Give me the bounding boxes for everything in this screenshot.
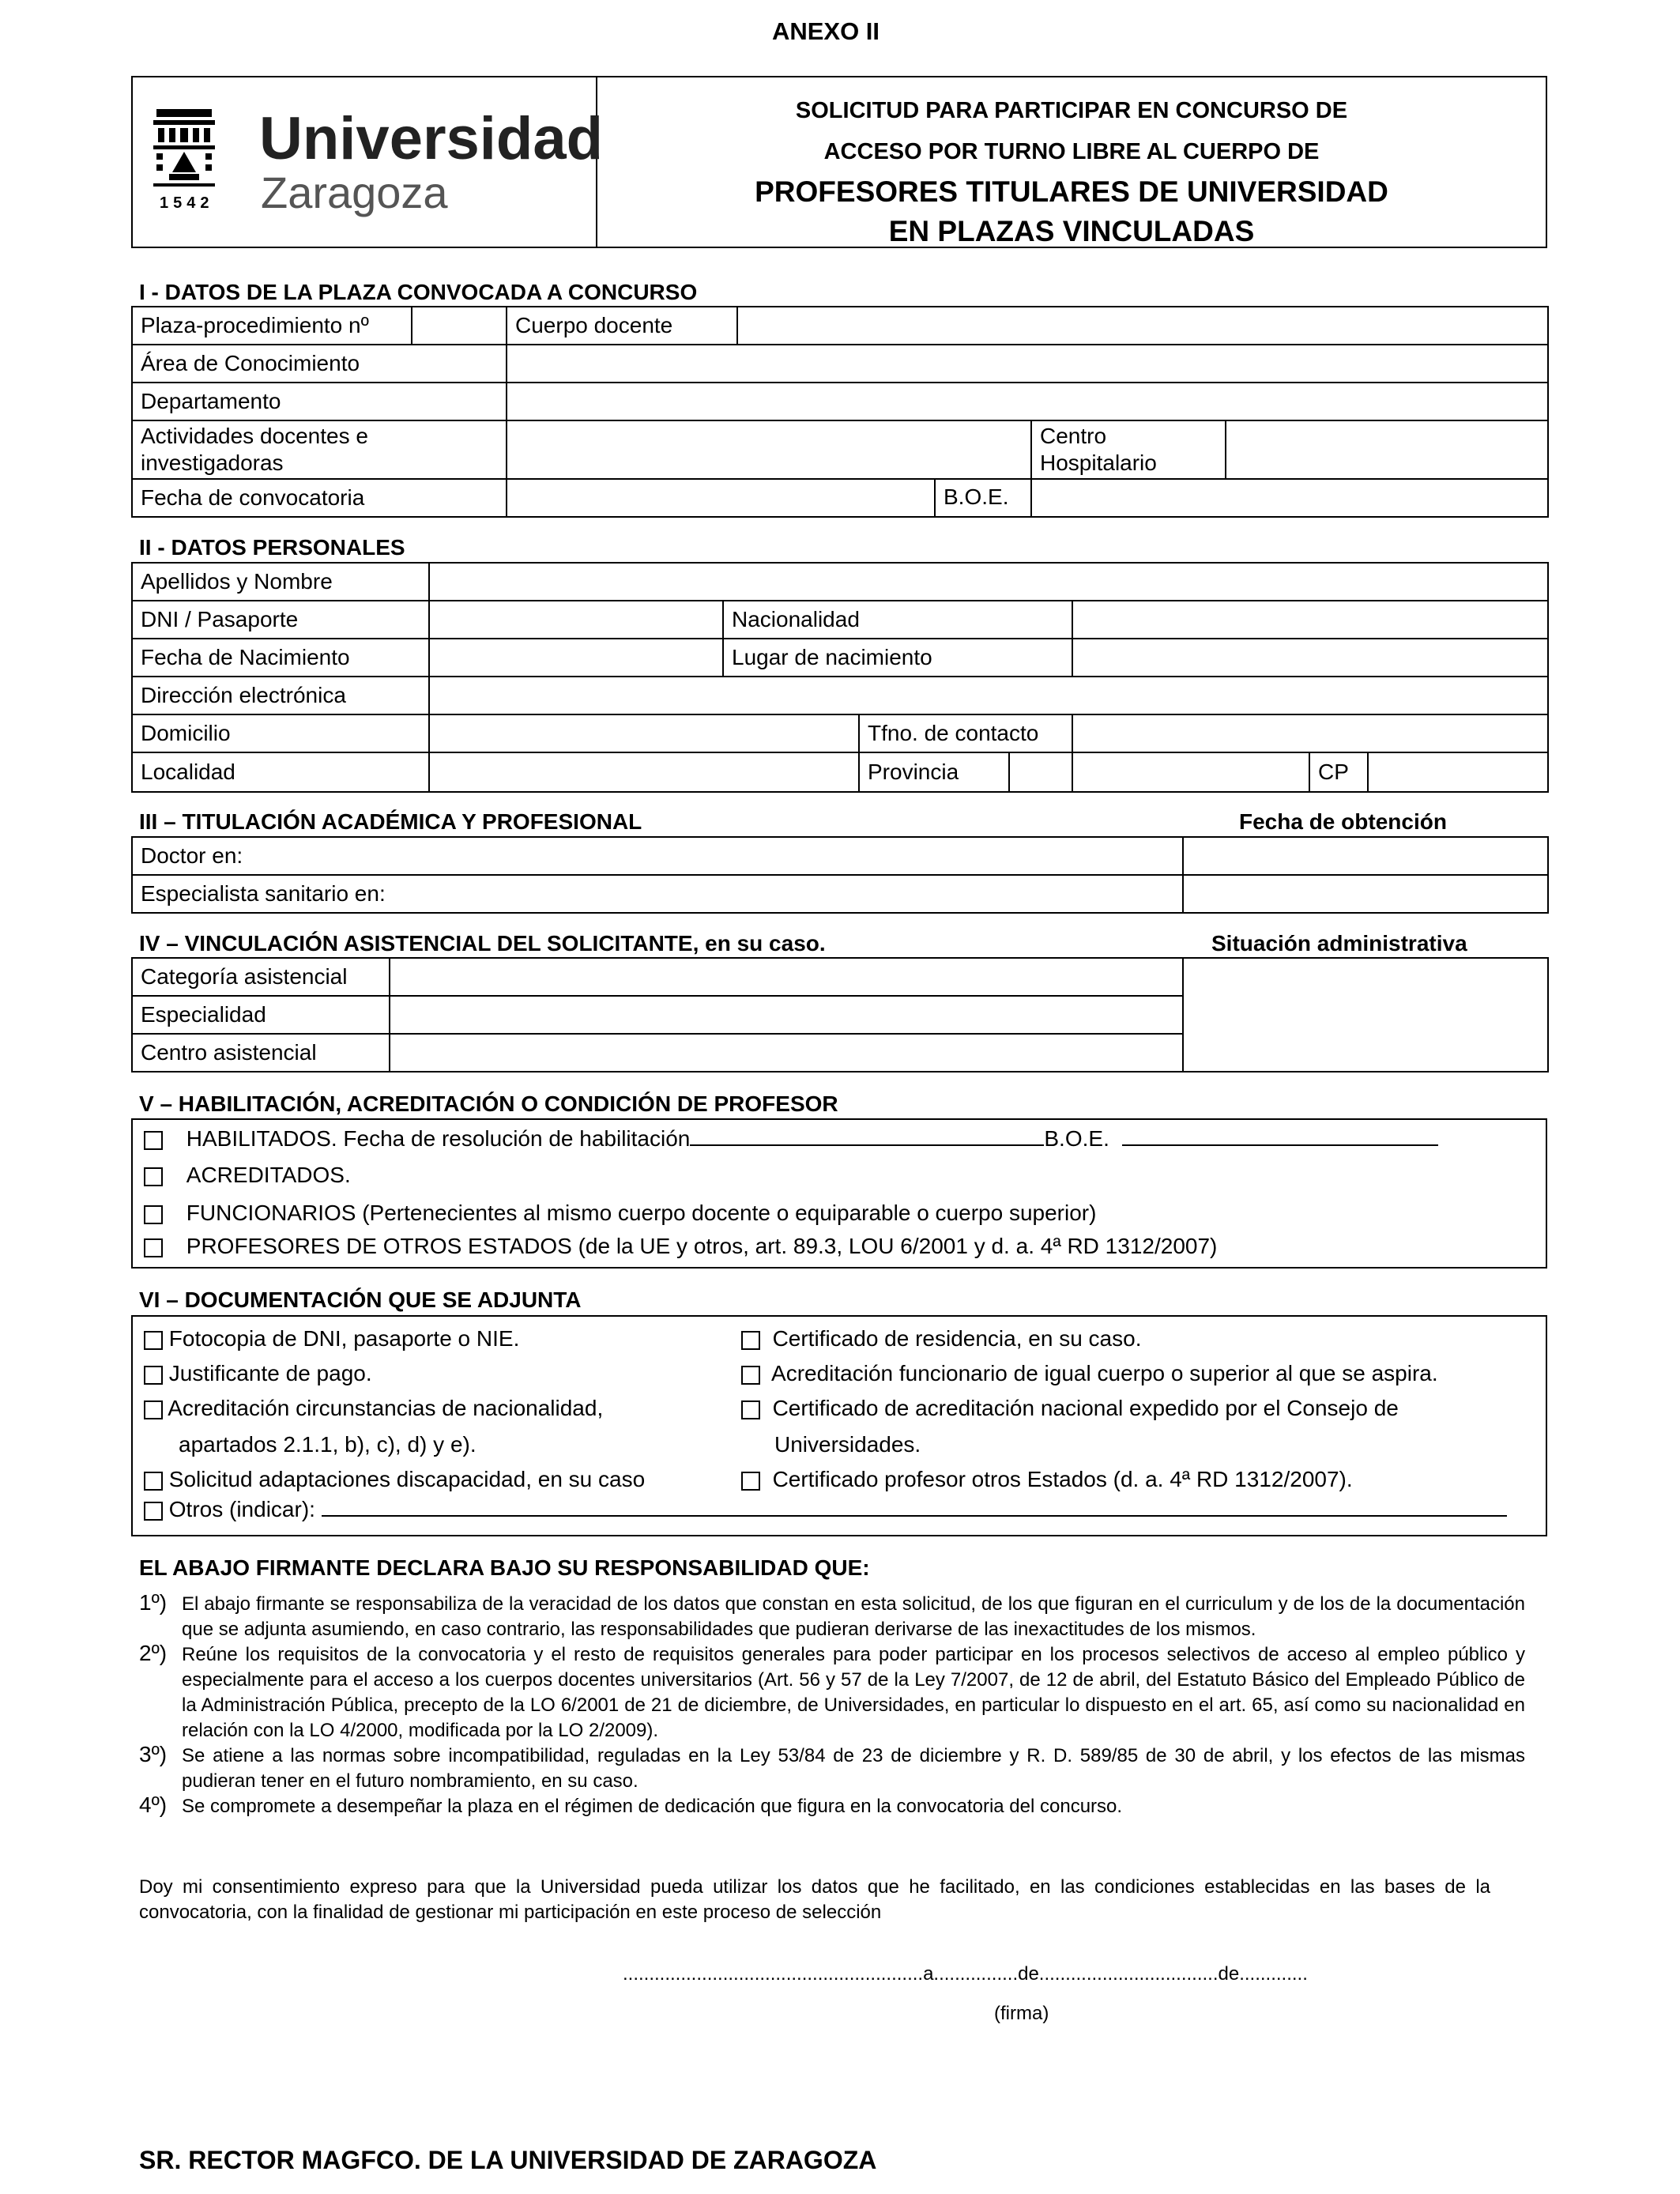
actividades-field[interactable] bbox=[507, 420, 1031, 479]
doc-pago-option[interactable]: Justificante de pago. bbox=[144, 1361, 372, 1386]
doc-nacionalidad-option[interactable]: Acreditación circunstancias de nacionalidad, bbox=[144, 1396, 603, 1421]
section-4-title: IV – VINCULACIÓN ASISTENCIAL DEL SOLICITANTE, en su caso. bbox=[139, 931, 826, 956]
especialista-fecha-field[interactable] bbox=[1183, 875, 1548, 913]
habilitados-boe-field[interactable] bbox=[1122, 1144, 1438, 1146]
doc-discapacidad-checkbox[interactable] bbox=[144, 1472, 163, 1491]
section-1-title: I - DATOS DE LA PLAZA CONVOCADA A CONCURSO bbox=[139, 280, 698, 304]
doc-funcionario-checkbox[interactable] bbox=[741, 1366, 760, 1385]
fecha-nacimiento-field[interactable] bbox=[429, 639, 723, 677]
situacion-header: Situación administrativa bbox=[1211, 931, 1467, 956]
logo-year: 1542 bbox=[160, 194, 214, 212]
doc-otros-estados-checkbox[interactable] bbox=[741, 1472, 760, 1491]
plaza-field[interactable] bbox=[412, 307, 507, 345]
doc-otros-checkbox[interactable] bbox=[144, 1502, 163, 1521]
doctor-field[interactable]: Doctor en: bbox=[132, 837, 1183, 875]
boe-label: B.O.E. bbox=[944, 484, 1009, 509]
otros-estados-checkbox[interactable] bbox=[144, 1238, 163, 1257]
form-title bbox=[597, 90, 1546, 251]
cuerpo-field[interactable] bbox=[737, 307, 1548, 345]
section-3-title: III – TITULACIÓN ACADÉMICA Y PROFESIONAL bbox=[139, 809, 642, 834]
section-6-box bbox=[131, 1315, 1547, 1536]
categoria-label: Categoría asistencial bbox=[132, 958, 390, 996]
doc-nacionalidad-continued: apartados 2.1.1, b), c), d) y e). bbox=[179, 1432, 477, 1457]
situacion-field[interactable] bbox=[1183, 958, 1548, 1072]
acreditados-option[interactable]: ACREDITADOS. bbox=[144, 1163, 351, 1188]
fecha-obtencion-header: Fecha de obtención bbox=[1239, 809, 1447, 834]
boe-field[interactable] bbox=[1031, 479, 1548, 517]
addressee: SR. RECTOR MAGFCO. DE LA UNIVERSIDAD DE ZARAGOZA bbox=[139, 2146, 877, 2174]
doc-acreditacion-checkbox[interactable] bbox=[741, 1400, 760, 1419]
apellidos-field[interactable] bbox=[429, 563, 1548, 601]
title-line-4: EN PLAZAS VINCULADAS bbox=[888, 215, 1255, 247]
section-3-table bbox=[131, 836, 1549, 914]
declaration-item-2: 2º) Reúne los requisitos de la convocatoria y el resto de requisitos generales para poder participar en los procesos selectivos de acceso al empleo público y especialmente para el acceso a los cuerpos docentes universitarios (Art. 56 y 57 de la Ley 7/2007, de 12 de abril, del Estatuto Básico del Empleado Público de la Administración Pública, precepto de la LO 6/2001 de 21 de diciembre, de Universidades, en particular lo dispuesto en el art. 65, así como su nacionalidad en relación con la LO 4/2000, modificada por la LO 2/2009). bbox=[139, 1641, 1525, 1741]
doc-dni-option[interactable]: Fotocopia de DNI, pasaporte o NIE. bbox=[144, 1326, 519, 1351]
lugar-nacimiento-label: Lugar de nacimiento bbox=[723, 639, 1072, 677]
doc-acreditacion-option[interactable]: Certificado de acreditación nacional expedido por el Consejo de bbox=[741, 1396, 1399, 1421]
domicilio-field[interactable] bbox=[429, 714, 859, 752]
title-line-2: ACCESO POR TURNO LIBRE AL CUERPO DE bbox=[823, 139, 1320, 164]
fecha-convocatoria-label: Fecha de convocatoria bbox=[132, 479, 507, 517]
departamento-field[interactable] bbox=[507, 383, 1548, 420]
email-label: Dirección electrónica bbox=[132, 677, 429, 714]
date-place-line[interactable]: .........................................................a................de..................................de............. bbox=[623, 1963, 1308, 1985]
cuerpo-label: Cuerpo docente bbox=[507, 307, 737, 345]
actividades-label: Actividades docentes e investigadoras bbox=[132, 420, 507, 479]
area-field[interactable] bbox=[507, 345, 1548, 383]
telefono-label: Tfno. de contacto bbox=[859, 714, 1072, 752]
doc-residencia-checkbox[interactable] bbox=[741, 1331, 760, 1350]
section-5-title: V – HABILITACIÓN, ACREDITACIÓN O CONDICIÓN DE PROFESOR bbox=[139, 1091, 838, 1116]
funcionarios-option[interactable]: FUNCIONARIOS (Pertenecientes al mismo cuerpo docente o equiparable o cuerpo superior) bbox=[144, 1201, 1096, 1226]
anexo-title: ANEXO II bbox=[771, 17, 880, 45]
doc-otros-option[interactable]: Otros (indicar): bbox=[144, 1497, 1507, 1522]
domicilio-label: Domicilio bbox=[132, 714, 429, 752]
habilitados-option[interactable]: HABILITADOS. Fecha de resolución de habilitación B.O.E. bbox=[144, 1126, 1438, 1152]
logo-zaragoza: Zaragoza bbox=[261, 168, 448, 217]
centro-asistencial-label: Centro asistencial bbox=[132, 1034, 390, 1072]
logo-universidad: Universidad bbox=[259, 105, 604, 172]
apellidos-label: Apellidos y Nombre bbox=[132, 563, 429, 601]
categoria-field[interactable] bbox=[390, 958, 1183, 996]
doc-pago-checkbox[interactable] bbox=[144, 1366, 163, 1385]
localidad-label: Localidad bbox=[132, 752, 429, 792]
lugar-nacimiento-field[interactable] bbox=[1072, 639, 1548, 677]
signature-label: (firma) bbox=[994, 2003, 1049, 2024]
doc-nacionalidad-checkbox[interactable] bbox=[144, 1400, 163, 1419]
doc-otros-estados-option[interactable]: Certificado profesor otros Estados (d. a. 4ª RD 1312/2007). bbox=[741, 1467, 1353, 1492]
declaration-item-3: 3º) Se atiene a las normas sobre incompatibilidad, reguladas en la Ley 53/84 de 23 de diciembre y R. D. 589/85 de 30 de abril, y los efectos de las mismas pudieran tener en el futuro nombramiento, en su caso. bbox=[139, 1742, 1525, 1792]
section-1-table bbox=[131, 306, 1549, 518]
declaration-item-1: 1º) El abajo firmante se responsabiliza de la veracidad de los datos que constan en esta solicitud, de los que figuran en el curriculum y de los de la documentación que se adjunta asumiendo, en caso contrario, las responsabilidades que pudieran derivarse de las inexactitudes de los mismos. bbox=[139, 1590, 1525, 1640]
doc-funcionario-option[interactable]: Acreditación funcionario de igual cuerpo o superior al que se aspira. bbox=[741, 1361, 1438, 1386]
title-line-1: SOLICITUD PARA PARTICIPAR EN CONCURSO DE bbox=[795, 98, 1348, 123]
dni-field[interactable] bbox=[429, 601, 723, 639]
nacionalidad-field[interactable] bbox=[1072, 601, 1548, 639]
declaration-title: EL ABAJO FIRMANTE DECLARA BAJO SU RESPONSABILIDAD QUE: bbox=[139, 1555, 870, 1580]
fecha-nacimiento-label: Fecha de Nacimiento bbox=[132, 639, 429, 677]
especialidad-field[interactable] bbox=[390, 996, 1183, 1034]
form-header bbox=[131, 76, 1547, 248]
email-field[interactable] bbox=[429, 677, 1548, 714]
especialidad-label: Especialidad bbox=[132, 996, 390, 1034]
plaza-label: Plaza-procedimiento nº bbox=[132, 307, 412, 345]
declaration-list bbox=[139, 1592, 1525, 1819]
provincia-label: Provincia bbox=[860, 753, 1010, 791]
cp-field[interactable] bbox=[1368, 752, 1548, 792]
centro-asistencial-field[interactable] bbox=[390, 1034, 1183, 1072]
doc-residencia-option[interactable]: Certificado de residencia, en su caso. bbox=[741, 1326, 1141, 1351]
telefono-field[interactable] bbox=[1072, 714, 1548, 752]
departamento-label: Departamento bbox=[132, 383, 507, 420]
section-6-title: VI – DOCUMENTACIÓN QUE SE ADJUNTA bbox=[139, 1287, 582, 1312]
dni-label: DNI / Pasaporte bbox=[132, 601, 429, 639]
title-line-3: PROFESORES TITULARES DE UNIVERSIDAD bbox=[755, 175, 1388, 208]
declaration-item-4: 4º) Se compromete a desempeñar la plaza en el régimen de dedicación que figura en la convocatoria del concurso. bbox=[139, 1793, 1123, 1817]
doc-otros-field[interactable] bbox=[322, 1515, 1507, 1517]
doc-acreditacion-continued: Universidades. bbox=[774, 1432, 921, 1457]
provincia-field[interactable] bbox=[1072, 752, 1309, 792]
acreditados-checkbox[interactable] bbox=[144, 1167, 163, 1186]
provincia-field-a[interactable] bbox=[1010, 753, 1072, 791]
especialista-field[interactable]: Especialista sanitario en: bbox=[132, 875, 1183, 913]
doctor-fecha-field[interactable] bbox=[1183, 837, 1548, 875]
fecha-convocatoria-field[interactable] bbox=[507, 480, 936, 516]
university-logo bbox=[149, 101, 604, 236]
doc-discapacidad-option[interactable]: Solicitud adaptaciones discapacidad, en su caso bbox=[144, 1467, 645, 1492]
funcionarios-checkbox[interactable] bbox=[144, 1205, 163, 1224]
habilitados-checkbox[interactable] bbox=[144, 1131, 163, 1150]
nacionalidad-label: Nacionalidad bbox=[723, 601, 1072, 639]
consent-text: Doy mi consentimiento expreso para que la Universidad pueda utilizar los datos que he facilitado, en las condiciones establecidas en las bases de la convocatoria, con la finalidad de gestionar mi participación en este proceso de selección bbox=[139, 1876, 1490, 1923]
doc-dni-checkbox[interactable] bbox=[144, 1331, 163, 1350]
section-2-table bbox=[131, 562, 1549, 793]
otros-estados-option[interactable]: PROFESORES DE OTROS ESTADOS (de la UE y otros, art. 89.3, LOU 6/2001 y d. a. 4ª RD 1312/2007) bbox=[144, 1234, 1217, 1259]
cp-label: CP bbox=[1309, 752, 1368, 792]
area-label: Área de Conocimiento bbox=[132, 345, 507, 383]
centro-hospitalario-label: Centro Hospitalario bbox=[1031, 420, 1226, 479]
section-5-box bbox=[131, 1118, 1547, 1269]
centro-hospitalario-field[interactable] bbox=[1226, 420, 1548, 479]
section-4-table bbox=[131, 957, 1549, 1072]
section-2-title: II - DATOS PERSONALES bbox=[139, 535, 405, 560]
localidad-field[interactable] bbox=[429, 752, 859, 792]
